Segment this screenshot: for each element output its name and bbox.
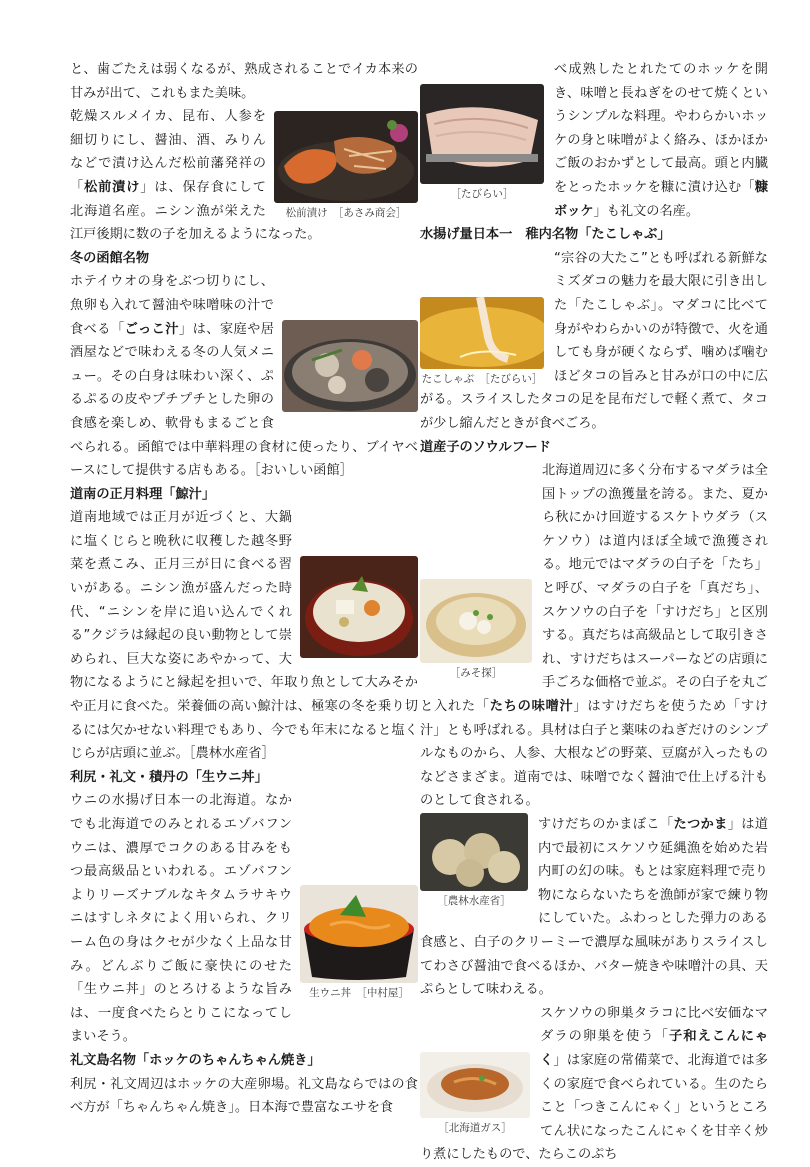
hokke-caption: ［たびらい］ xyxy=(450,188,514,200)
text: 乾燥スルメイカ、昆布、人参を細切りにし、醤油、酒、みりんなどで漬け込んだ松前藩発祥の「 xyxy=(70,109,266,195)
text: ホテイウオの身をぶつ切りにし、魚卵も入れて醤油や味噌味の汁で食べる「 xyxy=(70,274,274,337)
hokke-figure xyxy=(420,84,544,201)
left-column xyxy=(70,58,418,1120)
gokko-term: ごっこ汁 xyxy=(124,321,179,337)
text: 」は、家庭や居酒屋などで味わえる冬の人気メニュー。その白身は味わい深く、ぷるぷるの皮やプチプチとした卵の食感を楽しめ、軟骨もまるごと食べられる。函館では中華料理の食材に使ったり、ブイヤベースにして提供する店もある。［おいしい函館］ xyxy=(70,321,418,479)
misoshiru-photo xyxy=(420,579,532,663)
text: 」は、保存食にして北海道名産。ニシン漁が栄えた江戸後期に数の子を加えるようになった。 xyxy=(70,179,321,243)
uni-paragraph: ウニの水揚げ日本一の北海道。なかでも北海道でのみとれるエゾバフンウニは、濃厚でコクのある甘みをもつ最高級品といわれる。エゾバフンよりリーズナブルなキタムラサキウニはすしネタによく用いられ、クリーム色の身はクセが少なく上品な甘み。どんぶりご飯に豪快にのせた「生ウニ丼」のとろけるような旨みは、一度食べたらとりこになってしまいそう。 xyxy=(70,793,292,1045)
text: 」も礼文の名産。 xyxy=(593,203,700,219)
heading-tako: 水揚げ量日本一 稚内名物「たこしゃぶ」 xyxy=(420,227,671,243)
intro-paragraph: と、歯ごたえは弱くなるが、熟成されることでイカ本来の甘みが出て、これもまた美味。 xyxy=(70,62,418,101)
tako-photo xyxy=(420,297,544,369)
matsumae-figure xyxy=(274,111,418,220)
right-column xyxy=(420,58,768,1167)
tako-caption: たこしゃぶ ［たびらい］ xyxy=(421,372,543,385)
kujira-photo xyxy=(300,556,418,658)
uni-figure xyxy=(300,885,418,1000)
heading-kujira: 道南の正月料理「鯨汁」 xyxy=(70,486,216,502)
text: 北海道周辺に多く分布するマダラは全国トップの漁獲量を誇る。また、夏から秋にかけ回遊するスケトウダラ（スケソウ）は道内ほぼ全域で漁獲される。地元ではマダラの白子を「たち」と呼び、マダラの白子を「真だち」、スケソウの白子を「すけだち」と区別する。真だちは高級品として取引きされ、すけだちはスーパーなどの店頭に手ごろな価格で並ぶ。その白子を丸ごと入れた「 xyxy=(420,463,768,715)
text: スケソウの卵巣タラコに比べ安価なマダラの卵巣を使う「 xyxy=(540,1005,768,1045)
misoshiru-figure xyxy=(420,579,532,680)
tatsukama-caption: ［農林水産省］ xyxy=(437,895,511,907)
heading-soul: 道産子のソウルフード xyxy=(420,439,551,455)
text: すけだちのかまぼこ「 xyxy=(538,817,674,832)
uni-caption: 生ウニ丼 ［中村屋］ xyxy=(309,987,409,1000)
gokko-photo xyxy=(282,320,418,412)
heading-winter: 冬の函館名物 xyxy=(70,250,150,266)
konyaku-caption: ［北海道ガス］ xyxy=(438,1121,512,1134)
text: べ成熟したとれたてのホッケを開き、味噌と長ねぎをのせて焼くというシンプルな料理。やわらかいホッケの身と味噌がよく絡み、ほかほかご飯のおかずとして最高。頭と内臓をとったホッケを糠に漬け込む「 xyxy=(554,62,768,195)
text: 」は道内で最初にスケソウ延縄漁を始めた岩内町の幻の味。もとは家庭料理で売り物にならないたちを漁師が家で練り物にしていた。ふわっとした弾力のある食感と、白子のクリーミーで濃厚な風味がありスライスしてわさび醤油で食べるほか、バター焼きや味噌汁の具、天ぷらとして味わえる。 xyxy=(420,817,769,998)
matsumae-term: 松前漬け xyxy=(84,179,141,195)
misoshiru-caption: ［みそ探］ xyxy=(449,667,503,680)
gokko-figure xyxy=(282,320,418,412)
text: 」は家庭の常備菜で、北海道では多くの家庭で食べられている。生のたらこと「つきこんにゃく」というところてん状になったこんにゃくを甘辛く炒り煮にしたもので、たらこのぷち xyxy=(420,1052,768,1163)
matsumae-caption: 松前漬け ［あさみ商会］ xyxy=(285,207,407,220)
text: 」はすけだちを使うため「すけ汁」とも呼ばれる。具材は白子と薬味のねぎだけのシンプルなものから、人参、大根などの野菜、豆腐が入ったものなどさまざま。道南では、味噌でなく醤油で仕上げる汁ものとして食される。 xyxy=(420,699,769,809)
konyaku-photo xyxy=(420,1052,530,1118)
kujira-figure xyxy=(300,556,418,658)
tatsukama-photo xyxy=(420,813,528,891)
konyaku-figure xyxy=(420,1052,530,1135)
matsumae-photo xyxy=(274,111,418,203)
heading-uni: 利尻・礼文・積丹の「生ウニ丼」 xyxy=(70,769,268,785)
koae-konyaku-term: 子和えこんにゃく xyxy=(540,1029,768,1068)
tachi-miso-term: たちの味噌汁 xyxy=(489,699,574,715)
tako-paragraph: “宗谷の大たこ”とも呼ばれる新鮮なミズダコの魅力を最大限に引き出した「たこしゃぶ」。マダコに比べて身がやわらかいのが特徴で、火を通しても身が硬くならず、噛めば噛むほどタコの旨みと甘みが口の中に広がる。スライスしたタコの足を昆布だしで軽く煮て、タコが少し縮んだときが食べごろ。 xyxy=(420,250,768,431)
nuka-hokke-term: 糠ボッケ xyxy=(554,179,768,219)
tatsukama-figure xyxy=(420,813,528,908)
hokke-photo xyxy=(420,84,544,184)
tatsukama-term: たつかま xyxy=(673,817,728,832)
hokke-paragraph: 利尻・礼文周辺はホッケの大産卵場。礼文島ならではの食べ方が「ちゃんちゃん焼き」。日本海で豊富なエサを食 xyxy=(70,1076,418,1116)
uni-photo xyxy=(300,885,418,983)
kujira-paragraph: 道南地域では正月が近づくと、大鍋に塩くじらと晩秋に収穫した越冬野菜を煮こみ、正月三が日に食べる習いがある。ニシン漁が盛んだった時代、“ニシンを岸に追い込んでくれる”クジラは縁起の良い動物として崇められ、巨大な姿にあやかって、大物になるようにと縁起を担いで、年取り魚として大みそかや正月に食べた。栄養価の高い鯨汁は、極寒の冬を乗り切るには欠かせない料理でもあり、今でも年末になると塩くじらが店頭に並ぶ。［農林水産省］ xyxy=(70,510,418,762)
heading-hokke: 礼文島名物「ホッケのちゃんちゃん焼き」 xyxy=(70,1052,321,1068)
tako-figure xyxy=(420,297,544,386)
